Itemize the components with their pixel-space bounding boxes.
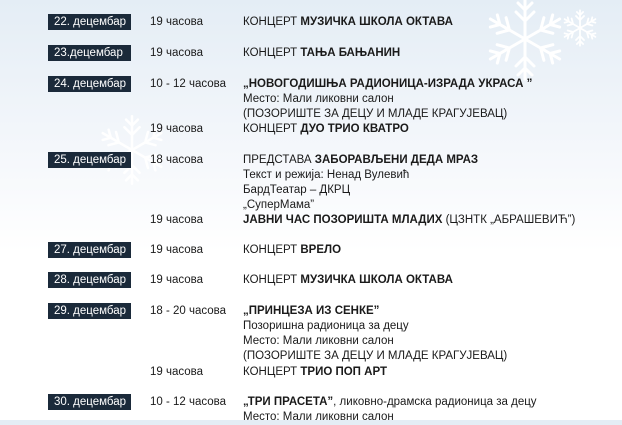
event-description-line — [243, 212, 575, 228]
event-description-line — [243, 197, 314, 213]
event-date-badge: 22. децембар — [48, 14, 131, 30]
event-title: ВРЕЛО — [300, 244, 342, 256]
event-text: Текст и режија: Ненад Вулевић — [243, 169, 410, 181]
event-title: ТРИО ПОП АРТ — [300, 366, 387, 378]
event-time: 19 часова — [150, 366, 204, 378]
event-row — [0, 242, 622, 258]
event-description-line — [243, 272, 453, 288]
event-title: „ПРИНЦЕЗА ИЗ СЕНКЕ” — [243, 305, 380, 317]
event-row — [0, 364, 622, 380]
event-text: БардТеатар – ДКРЦ — [243, 184, 351, 196]
event-description-line — [243, 182, 350, 198]
event-title: МУЗИЧКА ШКОЛА ОКТАВА — [300, 16, 453, 28]
event-date-badge: 28. децембар — [48, 272, 131, 288]
event-description-line — [243, 152, 478, 168]
event-description-line — [243, 106, 507, 122]
event-time: 19 часова — [150, 47, 204, 59]
event-description-line — [243, 303, 379, 319]
event-description-line — [243, 364, 387, 380]
event-time: 19 часова — [150, 16, 204, 28]
event-description-line — [243, 409, 394, 425]
event-row — [0, 45, 622, 61]
event-text: КОНЦЕРТ — [243, 366, 301, 378]
event-text: , ликовно-драмска радионица за децу — [333, 396, 537, 408]
event-text: ПРЕДСТАВА — [243, 154, 315, 166]
event-title: ДУО ТРИО КВАТРО — [300, 123, 409, 135]
event-time: 18 часова — [150, 154, 204, 166]
event-text: Место: Мали ликовни салон — [243, 335, 394, 347]
event-text: КОНЦЕРТ — [243, 274, 301, 286]
event-title: „ТРИ ПРАСЕТА” — [243, 396, 334, 408]
event-description-line — [243, 318, 409, 334]
event-time: 10 - 12 часова — [150, 396, 227, 408]
event-time: 18 - 20 часова — [150, 305, 227, 317]
event-description-line — [243, 91, 394, 107]
event-row — [0, 212, 622, 228]
event-date-badge: 23.децембар — [48, 45, 131, 61]
event-date-badge: 27. децембар — [48, 242, 131, 258]
event-date-badge: 30. децембар — [48, 394, 131, 410]
event-description-line — [243, 394, 537, 410]
event-date-badge: 25. децембар — [48, 152, 131, 168]
event-row — [0, 121, 622, 137]
event-description-line — [243, 45, 400, 61]
event-text: КОНЦЕРТ — [243, 244, 301, 256]
event-title: „НОВОГОДИШЊА РАДИОНИЦА-ИЗРАДА УКРАСА ” — [243, 78, 533, 90]
event-text: „СуперМама” — [243, 199, 315, 211]
event-row — [0, 152, 622, 211]
event-row — [0, 303, 622, 362]
event-title: МУЗИЧКА ШКОЛА ОКТАВА — [300, 274, 453, 286]
event-time: 19 часова — [150, 274, 204, 286]
event-description-line — [243, 76, 532, 92]
event-description-line — [243, 167, 409, 183]
event-title: ЗАБОРАВЉЕНИ ДЕДА МРАЗ — [314, 154, 479, 166]
event-description-line — [243, 348, 507, 364]
event-date-badge: 24. децембар — [48, 76, 131, 92]
event-text: КОНЦЕРТ — [243, 47, 301, 59]
event-text: КОНЦЕРТ — [243, 16, 301, 28]
event-date-badge: 29. децембар — [48, 303, 131, 319]
event-row — [0, 76, 622, 120]
event-text: (ПОЗОРИШТЕ ЗА ДЕЦУ И МЛАДЕ КРАГУЈЕВАЦ) — [243, 350, 508, 362]
event-description-line — [243, 14, 453, 30]
event-time: 19 часова — [150, 214, 204, 226]
snowflake-icon — [480, 0, 570, 84]
event-time: 19 часова — [150, 123, 204, 135]
event-row — [0, 394, 622, 423]
event-row — [0, 14, 622, 30]
event-time: 19 часова — [150, 244, 204, 256]
event-text: Место: Мали ликовни салон — [243, 411, 394, 423]
event-row — [0, 272, 622, 288]
event-description-line — [243, 333, 394, 349]
event-text: Место: Мали ликовни салон — [243, 93, 394, 105]
event-text: (ПОЗОРИШТЕ ЗА ДЕЦУ И МЛАДЕ КРАГУЈЕВАЦ) — [243, 108, 508, 120]
event-title: ЈАВНИ ЧАС ПОЗОРИШТА МЛАДИХ — [243, 214, 443, 226]
event-text: (ЦЗНТК „АБРАШЕВИЋ”) — [442, 214, 576, 226]
event-description-line — [243, 242, 341, 258]
event-text: КОНЦЕРТ — [243, 123, 301, 135]
event-description-line — [243, 121, 409, 137]
event-text: Позоришна радионица за децу — [243, 320, 409, 332]
event-title: ТАЊА БАЊАНИН — [300, 47, 401, 59]
event-time: 10 - 12 часова — [150, 78, 227, 90]
